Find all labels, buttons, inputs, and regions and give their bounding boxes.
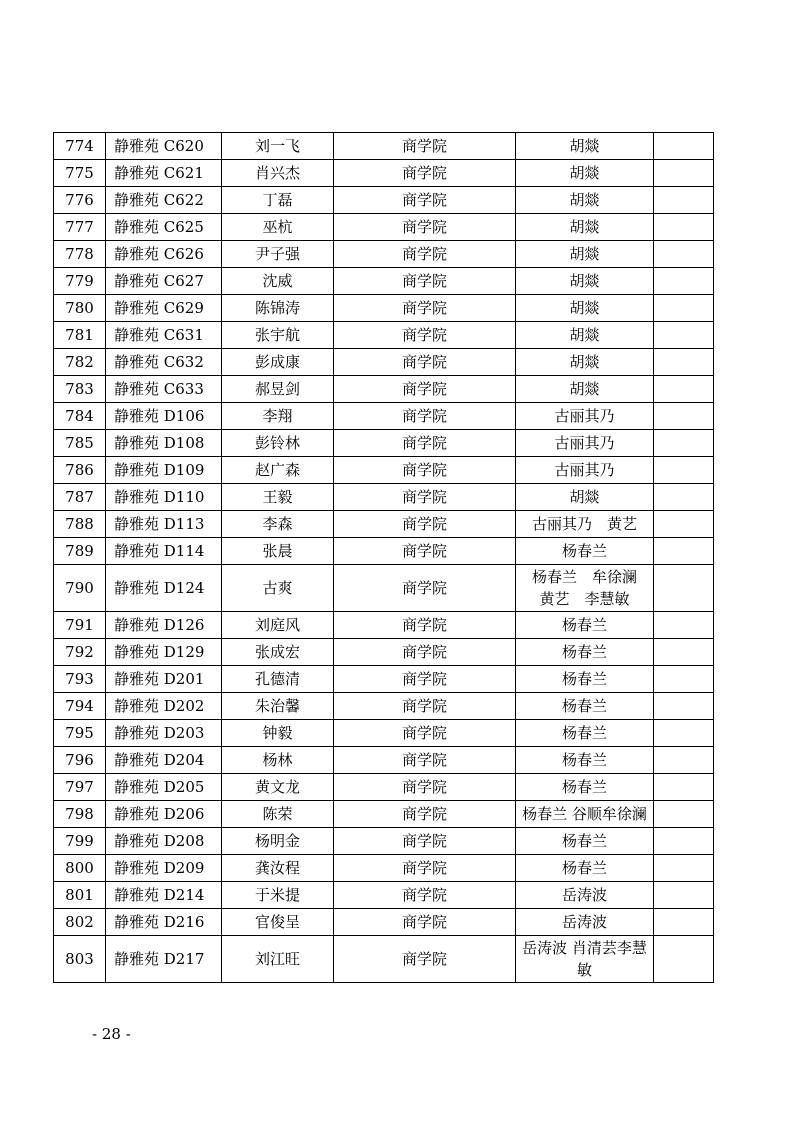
cell-number: 780 — [54, 295, 106, 322]
cell-teacher: 胡燚 — [516, 322, 654, 349]
cell-number: 789 — [54, 538, 106, 565]
roster-table — [53, 132, 714, 983]
cell-college: 商学院 — [334, 801, 516, 828]
cell-number: 802 — [54, 909, 106, 936]
table-row — [54, 666, 714, 693]
cell-name: 官俊呈 — [222, 909, 334, 936]
cell-blank — [654, 855, 714, 882]
cell-number: 775 — [54, 160, 106, 187]
cell-dorm: 静雅苑 D203 — [106, 720, 222, 747]
cell-teacher: 杨春兰 — [516, 828, 654, 855]
cell-name: 杨明金 — [222, 828, 334, 855]
cell-college: 商学院 — [334, 747, 516, 774]
cell-name: 李森 — [222, 511, 334, 538]
cell-blank — [654, 828, 714, 855]
cell-name: 龚汝程 — [222, 855, 334, 882]
cell-number: 774 — [54, 133, 106, 160]
cell-name: 朱治馨 — [222, 693, 334, 720]
cell-name: 陈荣 — [222, 801, 334, 828]
cell-name: 刘一飞 — [222, 133, 334, 160]
cell-number: 792 — [54, 639, 106, 666]
cell-blank — [654, 430, 714, 457]
cell-name: 郝昱剑 — [222, 376, 334, 403]
cell-name: 杨林 — [222, 747, 334, 774]
cell-blank — [654, 801, 714, 828]
cell-teacher: 胡燚 — [516, 133, 654, 160]
cell-teacher: 胡燚 — [516, 376, 654, 403]
page-number: - 28 - — [92, 1025, 131, 1043]
cell-dorm: 静雅苑 C625 — [106, 214, 222, 241]
cell-number: 786 — [54, 457, 106, 484]
cell-dorm: 静雅苑 D110 — [106, 484, 222, 511]
cell-blank — [654, 538, 714, 565]
cell-teacher: 杨春兰 — [516, 612, 654, 639]
cell-teacher: 岳涛波 — [516, 882, 654, 909]
cell-blank — [654, 484, 714, 511]
cell-blank — [654, 511, 714, 538]
cell-teacher: 古丽其乃 — [516, 403, 654, 430]
cell-teacher: 古丽其乃 — [516, 457, 654, 484]
cell-dorm: 静雅苑 D201 — [106, 666, 222, 693]
cell-teacher: 杨春兰 牟徐澜 黄艺 李慧敏 — [516, 565, 654, 612]
cell-blank — [654, 268, 714, 295]
cell-dorm: 静雅苑 D124 — [106, 565, 222, 612]
cell-teacher: 杨春兰 — [516, 747, 654, 774]
cell-number: 782 — [54, 349, 106, 376]
cell-number: 801 — [54, 882, 106, 909]
cell-name: 尹子强 — [222, 241, 334, 268]
cell-name: 于米提 — [222, 882, 334, 909]
cell-number: 778 — [54, 241, 106, 268]
cell-college: 商学院 — [334, 322, 516, 349]
cell-college: 商学院 — [334, 882, 516, 909]
cell-name: 李翔 — [222, 403, 334, 430]
cell-college: 商学院 — [334, 828, 516, 855]
cell-blank — [654, 403, 714, 430]
cell-teacher: 胡燚 — [516, 268, 654, 295]
cell-dorm: 静雅苑 D129 — [106, 639, 222, 666]
cell-name: 丁磊 — [222, 187, 334, 214]
cell-college: 商学院 — [334, 565, 516, 612]
cell-college: 商学院 — [334, 639, 516, 666]
cell-college: 商学院 — [334, 612, 516, 639]
cell-dorm: 静雅苑 C621 — [106, 160, 222, 187]
cell-number: 790 — [54, 565, 106, 612]
table-row — [54, 349, 714, 376]
cell-teacher: 杨春兰 — [516, 639, 654, 666]
cell-blank — [654, 720, 714, 747]
cell-dorm: 静雅苑 C626 — [106, 241, 222, 268]
cell-dorm: 静雅苑 D109 — [106, 457, 222, 484]
table-row — [54, 801, 714, 828]
table-row — [54, 720, 714, 747]
cell-dorm: 静雅苑 C629 — [106, 295, 222, 322]
table-row — [54, 214, 714, 241]
table-row — [54, 295, 714, 322]
cell-number: 785 — [54, 430, 106, 457]
cell-number: 777 — [54, 214, 106, 241]
cell-number: 787 — [54, 484, 106, 511]
table-row — [54, 511, 714, 538]
cell-blank — [654, 133, 714, 160]
cell-dorm: 静雅苑 D126 — [106, 612, 222, 639]
cell-college: 商学院 — [334, 774, 516, 801]
cell-blank — [654, 936, 714, 983]
cell-dorm: 静雅苑 D202 — [106, 693, 222, 720]
cell-number: 803 — [54, 936, 106, 983]
cell-number: 791 — [54, 612, 106, 639]
table-row — [54, 268, 714, 295]
cell-dorm: 静雅苑 D206 — [106, 801, 222, 828]
cell-number: 795 — [54, 720, 106, 747]
cell-teacher: 杨春兰 — [516, 538, 654, 565]
cell-name: 古爽 — [222, 565, 334, 612]
cell-blank — [654, 774, 714, 801]
cell-teacher: 杨春兰 — [516, 855, 654, 882]
table-row — [54, 936, 714, 983]
cell-college: 商学院 — [334, 936, 516, 983]
cell-dorm: 静雅苑 D114 — [106, 538, 222, 565]
cell-college: 商学院 — [334, 268, 516, 295]
cell-blank — [654, 639, 714, 666]
cell-teacher: 杨春兰 — [516, 666, 654, 693]
cell-number: 776 — [54, 187, 106, 214]
cell-dorm: 静雅苑 C633 — [106, 376, 222, 403]
cell-blank — [654, 241, 714, 268]
cell-name: 张成宏 — [222, 639, 334, 666]
cell-blank — [654, 349, 714, 376]
table-row — [54, 430, 714, 457]
cell-teacher: 杨春兰 — [516, 720, 654, 747]
cell-number: 779 — [54, 268, 106, 295]
cell-name: 沈威 — [222, 268, 334, 295]
cell-college: 商学院 — [334, 693, 516, 720]
cell-blank — [654, 214, 714, 241]
cell-blank — [654, 747, 714, 774]
cell-college: 商学院 — [334, 909, 516, 936]
cell-teacher: 杨春兰 — [516, 693, 654, 720]
cell-number: 794 — [54, 693, 106, 720]
cell-dorm: 静雅苑 C622 — [106, 187, 222, 214]
cell-teacher: 胡燚 — [516, 187, 654, 214]
table-row — [54, 484, 714, 511]
cell-name: 陈锦涛 — [222, 295, 334, 322]
cell-college: 商学院 — [334, 376, 516, 403]
cell-blank — [654, 457, 714, 484]
cell-blank — [654, 693, 714, 720]
cell-blank — [654, 882, 714, 909]
cell-teacher: 杨春兰 谷顺牟徐澜 — [516, 801, 654, 828]
cell-number: 793 — [54, 666, 106, 693]
cell-name: 张宇航 — [222, 322, 334, 349]
cell-college: 商学院 — [334, 133, 516, 160]
cell-blank — [654, 322, 714, 349]
cell-dorm: 静雅苑 D209 — [106, 855, 222, 882]
cell-blank — [654, 160, 714, 187]
table-row — [54, 882, 714, 909]
cell-college: 商学院 — [334, 160, 516, 187]
table-row — [54, 187, 714, 214]
cell-college: 商学院 — [334, 430, 516, 457]
cell-teacher: 岳涛波 — [516, 909, 654, 936]
table-row — [54, 457, 714, 484]
cell-teacher: 胡燚 — [516, 160, 654, 187]
cell-blank — [654, 612, 714, 639]
table-row — [54, 565, 714, 612]
cell-blank — [654, 565, 714, 612]
cell-blank — [654, 295, 714, 322]
cell-college: 商学院 — [334, 666, 516, 693]
cell-name: 彭铃林 — [222, 430, 334, 457]
cell-dorm: 静雅苑 D214 — [106, 882, 222, 909]
cell-dorm: 静雅苑 D208 — [106, 828, 222, 855]
cell-blank — [654, 187, 714, 214]
cell-teacher: 岳涛波 肖清芸李慧敏 — [516, 936, 654, 983]
cell-number: 796 — [54, 747, 106, 774]
cell-name: 彭成康 — [222, 349, 334, 376]
roster-table-body — [54, 133, 714, 983]
cell-name: 赵广森 — [222, 457, 334, 484]
table-row — [54, 612, 714, 639]
cell-dorm: 静雅苑 C627 — [106, 268, 222, 295]
cell-number: 797 — [54, 774, 106, 801]
cell-name: 孔德清 — [222, 666, 334, 693]
cell-dorm: 静雅苑 D205 — [106, 774, 222, 801]
table-row — [54, 241, 714, 268]
cell-blank — [654, 909, 714, 936]
table-row — [54, 639, 714, 666]
cell-number: 783 — [54, 376, 106, 403]
cell-blank — [654, 666, 714, 693]
cell-college: 商学院 — [334, 538, 516, 565]
cell-dorm: 静雅苑 D204 — [106, 747, 222, 774]
cell-college: 商学院 — [334, 241, 516, 268]
cell-blank — [654, 376, 714, 403]
cell-teacher: 胡燚 — [516, 241, 654, 268]
cell-dorm: 静雅苑 C632 — [106, 349, 222, 376]
cell-name: 钟毅 — [222, 720, 334, 747]
cell-college: 商学院 — [334, 187, 516, 214]
cell-number: 800 — [54, 855, 106, 882]
cell-name: 刘江旺 — [222, 936, 334, 983]
cell-dorm: 静雅苑 C620 — [106, 133, 222, 160]
cell-teacher: 胡燚 — [516, 484, 654, 511]
cell-dorm: 静雅苑 D106 — [106, 403, 222, 430]
cell-college: 商学院 — [334, 403, 516, 430]
cell-college: 商学院 — [334, 214, 516, 241]
cell-dorm: 静雅苑 D113 — [106, 511, 222, 538]
cell-college: 商学院 — [334, 457, 516, 484]
cell-teacher: 杨春兰 — [516, 774, 654, 801]
table-row — [54, 828, 714, 855]
table-row — [54, 403, 714, 430]
cell-number: 784 — [54, 403, 106, 430]
table-row — [54, 909, 714, 936]
cell-teacher: 古丽其乃 黄艺 — [516, 511, 654, 538]
cell-name: 肖兴杰 — [222, 160, 334, 187]
cell-dorm: 静雅苑 D216 — [106, 909, 222, 936]
table-row — [54, 133, 714, 160]
cell-college: 商学院 — [334, 349, 516, 376]
cell-name: 巫杭 — [222, 214, 334, 241]
table-row — [54, 693, 714, 720]
cell-teacher: 胡燚 — [516, 214, 654, 241]
table-row — [54, 855, 714, 882]
table-row — [54, 376, 714, 403]
cell-name: 张晨 — [222, 538, 334, 565]
cell-name: 刘庭风 — [222, 612, 334, 639]
cell-name: 黄文龙 — [222, 774, 334, 801]
cell-dorm: 静雅苑 D217 — [106, 936, 222, 983]
cell-college: 商学院 — [334, 720, 516, 747]
cell-teacher: 胡燚 — [516, 349, 654, 376]
cell-number: 799 — [54, 828, 106, 855]
table-row — [54, 774, 714, 801]
cell-name: 王毅 — [222, 484, 334, 511]
cell-teacher: 胡燚 — [516, 295, 654, 322]
cell-college: 商学院 — [334, 855, 516, 882]
table-row — [54, 160, 714, 187]
table-row — [54, 538, 714, 565]
table-row — [54, 322, 714, 349]
cell-number: 798 — [54, 801, 106, 828]
cell-college: 商学院 — [334, 295, 516, 322]
cell-teacher: 古丽其乃 — [516, 430, 654, 457]
table-row — [54, 747, 714, 774]
cell-college: 商学院 — [334, 484, 516, 511]
cell-college: 商学院 — [334, 511, 516, 538]
cell-dorm: 静雅苑 C631 — [106, 322, 222, 349]
cell-dorm: 静雅苑 D108 — [106, 430, 222, 457]
cell-number: 781 — [54, 322, 106, 349]
cell-number: 788 — [54, 511, 106, 538]
